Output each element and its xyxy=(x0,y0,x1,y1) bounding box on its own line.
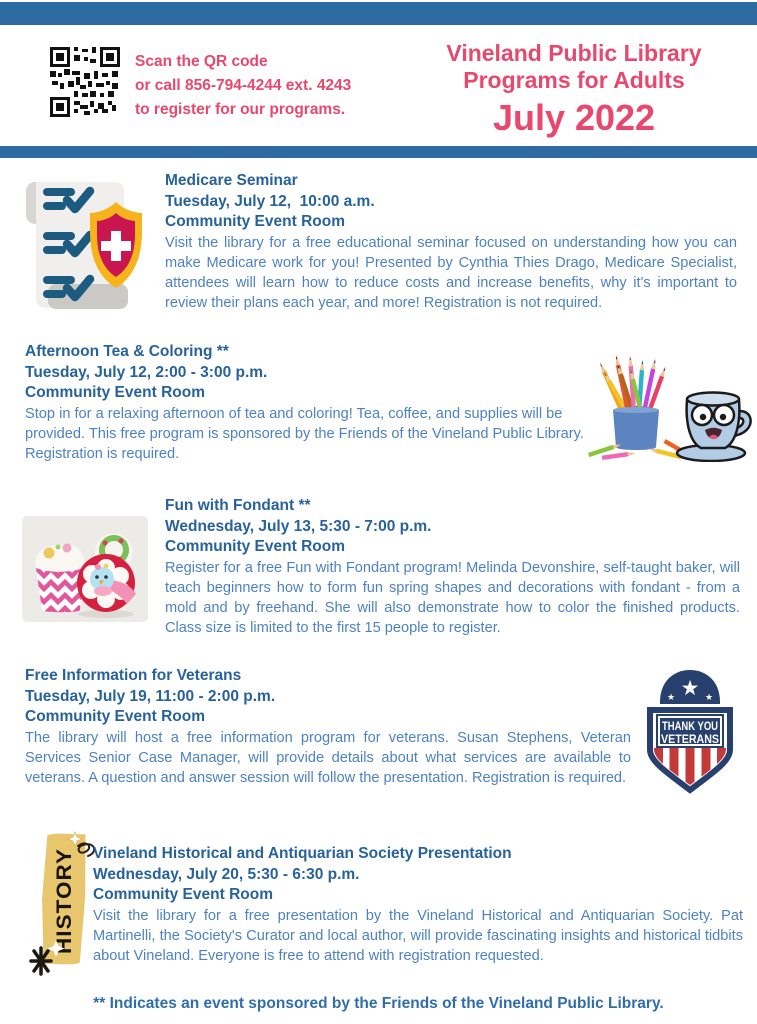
event-datetime: Tuesday, July 12, 10:00 a.m. xyxy=(165,192,375,210)
event-title: Afternoon Tea & Coloring ** xyxy=(25,343,229,360)
event-medicare-seminar xyxy=(165,171,737,314)
event-title: Medicare Seminar xyxy=(165,172,298,189)
event-description: Visit the library for a free educational seminar focused on understanding how you can make Medicare work for you! Presented by Cynthia Thies Drago, Medicare Specialist, attendees will learn how to reduce costs and increase benefits, why it's important to review their plans each year, and more! Registration is not required. xyxy=(165,234,737,312)
flyer-title-line1: Vineland Public Library xyxy=(446,40,702,66)
event-location: Community Event Room xyxy=(25,384,205,401)
event-description: Visit the library for a free presentation by the Vineland Historical and Antiquarian Society. Pat Martinelli, the Society's Curator and local author, will provide fascinating insights and historical tidbits about Vineland. Everyone is free to attend with registration requested. xyxy=(93,907,743,965)
event-title: Free Information for Veterans xyxy=(25,667,242,684)
flyer-month: July 2022 xyxy=(492,97,656,138)
big-star-icon: ★ xyxy=(680,676,700,700)
event-veterans-information xyxy=(25,666,631,788)
event-datetime: Tuesday, July 19, 11:00 - 2:00 p.m. xyxy=(25,687,276,705)
small-star-icon: ★ xyxy=(666,693,676,703)
history-banner-label: HISTORY xyxy=(53,854,76,954)
badge-text-line2: VETERANS xyxy=(661,732,719,746)
badge-text-line1: THANK YOU xyxy=(662,719,718,733)
event-datetime: Wednesday, July 13, 5:30 - 7:00 p.m. xyxy=(165,517,432,535)
event-description: Register for a free Fun with Fondant program! Melinda Devonshire, self-taught baker, will teach beginners how to form fun spring shapes and decorations with fondant - from a mold and by freehand. She will also demonstrate how to color the finished products. Class size is limited to the first 15 people to register. xyxy=(165,559,740,637)
event-datetime: Tuesday, July 12, 2:00 - 3:00 p.m. xyxy=(25,363,268,381)
registration-instructions xyxy=(135,50,351,122)
event-afternoon-tea-coloring xyxy=(25,342,585,464)
registration-line-3: to register for our programs. xyxy=(135,101,346,118)
top-divider-bar xyxy=(0,2,757,25)
event-location: Community Event Room xyxy=(165,213,345,230)
asterisk-doodle xyxy=(31,948,51,974)
registration-line-2: or call 856-794-4244 ext. 4243 xyxy=(135,77,352,94)
event-datetime: Wednesday, July 20, 5:30 - 6:30 p.m. xyxy=(93,865,360,883)
event-location: Community Event Room xyxy=(93,886,273,903)
sponsor-note: ** Indicates an event sponsored by the Friends of the Vineland Public Library. xyxy=(93,995,664,1012)
small-star-icon: ★ xyxy=(704,693,714,703)
event-location: Community Event Room xyxy=(25,708,205,725)
event-historical-society xyxy=(93,844,743,966)
registration-line-1: Scan the QR code xyxy=(135,53,268,70)
flyer-title-line2: Programs for Adults xyxy=(463,67,685,93)
event-title: Vineland Historical and Antiquarian Society Presentation xyxy=(93,845,512,862)
fondant-cupcake-photo xyxy=(22,516,148,622)
event-description: Stop in for a relaxing afternoon of tea and coloring! Tea, coffee, and supplies will be provided. This free program is sponsored by the Friends of the Vineland Public Library. Registration is required. xyxy=(25,405,584,463)
masthead xyxy=(404,40,744,139)
thank-you-veterans-badge xyxy=(644,664,736,794)
history-banner-icon xyxy=(28,824,98,976)
medicare-checklist-shield-icon xyxy=(25,168,165,323)
event-description: The library will host a free information program for veterans. Susan Stephens, Veteran Services Senior Case Manager, will provide details about what services are available to veterans. A question and answer session will follow the presentation. Registration is required. xyxy=(25,729,631,787)
event-location: Community Event Room xyxy=(165,538,345,555)
qr-code-icon xyxy=(50,47,120,117)
header-divider-bar xyxy=(0,146,757,158)
event-title: Fun with Fondant ** xyxy=(165,497,311,514)
pencil-cup-and-teacup-illustration xyxy=(583,350,755,462)
event-fun-with-fondant xyxy=(165,496,740,639)
